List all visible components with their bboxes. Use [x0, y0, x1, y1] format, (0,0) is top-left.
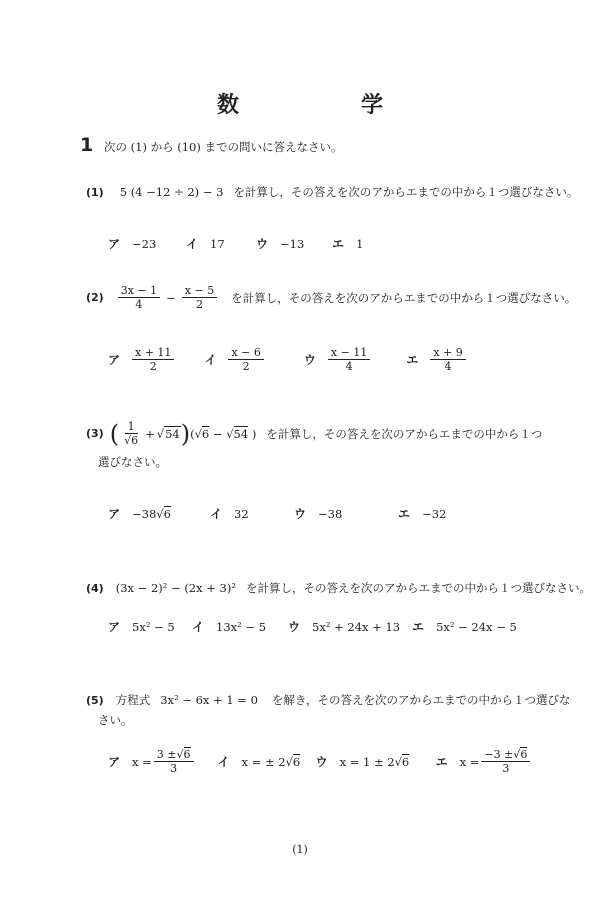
question-5	[86, 692, 570, 708]
q3-choice-e-letter: エ	[398, 507, 411, 521]
q3-minus: −	[212, 426, 223, 441]
q3-frac-num: 1	[125, 420, 138, 434]
q4-choice-i-value: 13x² − 5	[216, 619, 267, 634]
q2-choice-u-fraction	[328, 346, 370, 373]
q3-choice-a-coef: −38	[132, 506, 157, 521]
q2-choice-e-letter: エ	[406, 353, 419, 367]
q5-choice-a-num-text: 3 ±	[156, 748, 177, 761]
q2-choice-i-fraction	[228, 346, 263, 373]
page-title: 数 学	[216, 93, 433, 118]
q1-choice-u-value: −13	[280, 236, 305, 251]
q3-choice-a-letter: ア	[108, 507, 121, 521]
q5-choice-u-letter: ウ	[315, 755, 328, 769]
q1-choice-a-value: −23	[132, 236, 157, 251]
q2-frac1-den: 4	[135, 298, 143, 311]
q5-choice-i-rad: 6	[292, 754, 301, 769]
section-number: 1	[80, 134, 94, 156]
q3-choice-e-value: −32	[422, 506, 447, 521]
question-5-equation: 3x² − 6x + 1 = 0	[160, 693, 258, 707]
question-1-choices	[108, 235, 363, 252]
q2-choice-i-letter: イ	[204, 353, 217, 367]
q5-choice-i-value: x = ± 2√6	[241, 754, 301, 769]
q3-choice-a-rad: 6	[163, 506, 171, 521]
q1-choice-i-value: 17	[210, 236, 225, 251]
q5-choice-u-lhs: x = 1 ± 2	[339, 754, 395, 769]
q5-choice-u-rad: 6	[401, 754, 410, 769]
question-3-instruction-line1: を計算し，その答えを次のアからエまでの中から１つ	[266, 426, 543, 441]
q5-choice-a-lhs: x =	[132, 754, 152, 769]
q2-choice-i-den: 2	[242, 360, 250, 373]
question-4	[86, 580, 591, 596]
question-5-instruction-line2: さい。	[98, 713, 133, 727]
q2-choice-a-fraction	[132, 346, 174, 373]
q5-choice-a-num: 3 ±√6	[154, 748, 194, 762]
question-4-expression: (3x − 2)² − (2x + 3)²	[115, 581, 236, 595]
q2-choice-u-den: 4	[345, 360, 353, 373]
q1-choice-e-value: 1	[356, 236, 364, 251]
q3-rad54: 54	[165, 426, 180, 441]
q3-frac-den: √6	[124, 434, 139, 447]
q5-choice-e-num: −3 ±√6	[481, 748, 530, 762]
question-2-fraction-2	[182, 284, 217, 311]
q5-choice-i-letter: イ	[217, 755, 230, 769]
question-5-prefix: 方程式	[115, 693, 151, 707]
q1-choice-e-letter: エ	[332, 237, 345, 251]
q4-choice-a-letter: ア	[108, 620, 121, 634]
q5-choice-e-den: 3	[502, 762, 510, 775]
q3-second-factor: (√6 − √54 )	[190, 426, 257, 441]
q4-choice-i-letter: イ	[192, 620, 205, 634]
q3-choice-i-letter: イ	[210, 507, 223, 521]
question-1	[86, 184, 578, 200]
question-5-choices	[108, 748, 532, 775]
q5-choice-u-value: x = 1 ± 2√6	[339, 754, 410, 769]
question-5-instruction-line1: を解き，その答えを次のアからエまでの中から１つ選びな	[271, 693, 571, 707]
q2-choice-u-num: x − 11	[328, 346, 370, 360]
question-1-expression: 5 (4 −12 ÷ 2) − 3	[119, 185, 224, 199]
q3-frac-den-rad: 6	[131, 434, 139, 447]
q2-choice-e-fraction	[430, 346, 465, 373]
question-2-label: (2)	[86, 291, 104, 304]
question-3-choices	[108, 505, 446, 522]
q5-choice-e-num-text: −3 ±	[484, 748, 514, 761]
q3-plus: +	[145, 426, 155, 441]
question-2	[86, 284, 576, 311]
question-3-label: (3)	[86, 427, 104, 440]
question-1-instruction: を計算し，その答えを次のアからエまでの中から１つ選びなさい。	[233, 185, 579, 199]
q5-choice-e-fraction	[481, 748, 530, 775]
q1-choice-i-letter: イ	[186, 237, 199, 251]
q3-sqrt-54: √54	[156, 426, 180, 441]
question-4-choices	[108, 618, 517, 635]
q3-choice-u-letter: ウ	[294, 507, 307, 521]
q5-choice-i-lhs: x = ± 2	[241, 754, 286, 769]
q2-frac2-num: x − 5	[182, 284, 217, 298]
question-3-instruction-line2: 選びなさい。	[98, 455, 167, 469]
q2-operator: −	[166, 290, 176, 305]
page-number: (1)	[292, 843, 308, 856]
q5-choice-e-letter: エ	[435, 755, 448, 769]
q5-choice-a-letter: ア	[108, 755, 121, 769]
question-5-label: (5)	[86, 693, 104, 707]
q5-choice-e-num-rad: 6	[520, 748, 528, 761]
q4-choice-e-letter: エ	[412, 620, 425, 634]
q3-rad6: 6	[201, 426, 210, 441]
q2-choice-u-letter: ウ	[303, 353, 316, 367]
q4-choice-u-letter: ウ	[288, 620, 301, 634]
q2-frac1-num: 3x − 1	[118, 284, 160, 298]
q3-fraction	[121, 420, 141, 447]
q5-choice-a-den: 3	[170, 762, 178, 775]
q3-paren-close: )	[180, 419, 191, 448]
q2-choice-a-den: 2	[149, 360, 157, 373]
q5-choice-e-lhs: x =	[459, 754, 480, 769]
q2-choice-e-num: x + 9	[430, 346, 465, 360]
q2-choice-e-den: 4	[444, 360, 452, 373]
q1-choice-a-letter: ア	[108, 237, 121, 251]
q1-choice-u-letter: ウ	[256, 237, 269, 251]
q3-choice-i-value: 32	[234, 506, 249, 521]
q4-choice-a-value: 5x² − 5	[132, 619, 175, 634]
q5-choice-a-fraction	[154, 748, 194, 775]
q4-choice-u-value: 5x² + 24x + 13	[312, 619, 401, 634]
q2-choice-a-num: x + 11	[132, 346, 174, 360]
q2-frac2-den: 2	[195, 298, 203, 311]
q2-choice-i-num: x − 6	[228, 346, 263, 360]
question-3	[86, 420, 542, 447]
q3-rad54-2: 54	[233, 426, 249, 441]
q2-choice-a-letter: ア	[108, 353, 121, 367]
question-4-instruction: を計算し，その答えを次のアからエまでの中から１つ選びなさい。	[245, 581, 591, 595]
question-4-label: (4)	[86, 581, 104, 595]
question-2-instruction: を計算し，その答えを次のアからエまでの中から１つ選びなさい。	[231, 290, 577, 305]
q4-choice-e-value: 5x² − 24x − 5	[436, 619, 517, 634]
q5-choice-a-num-rad: 6	[183, 748, 191, 761]
question-2-fraction-1	[118, 284, 160, 311]
question-2-choices	[108, 346, 468, 373]
q3-choice-u-value: −38	[318, 506, 343, 521]
question-1-label: (1)	[86, 185, 104, 199]
q3-choice-a-value: −38√6	[132, 506, 171, 521]
section-intro: 次の (1) から (10) までの問いに答えなさい。	[104, 140, 343, 154]
q3-paren-open: (	[109, 419, 120, 448]
